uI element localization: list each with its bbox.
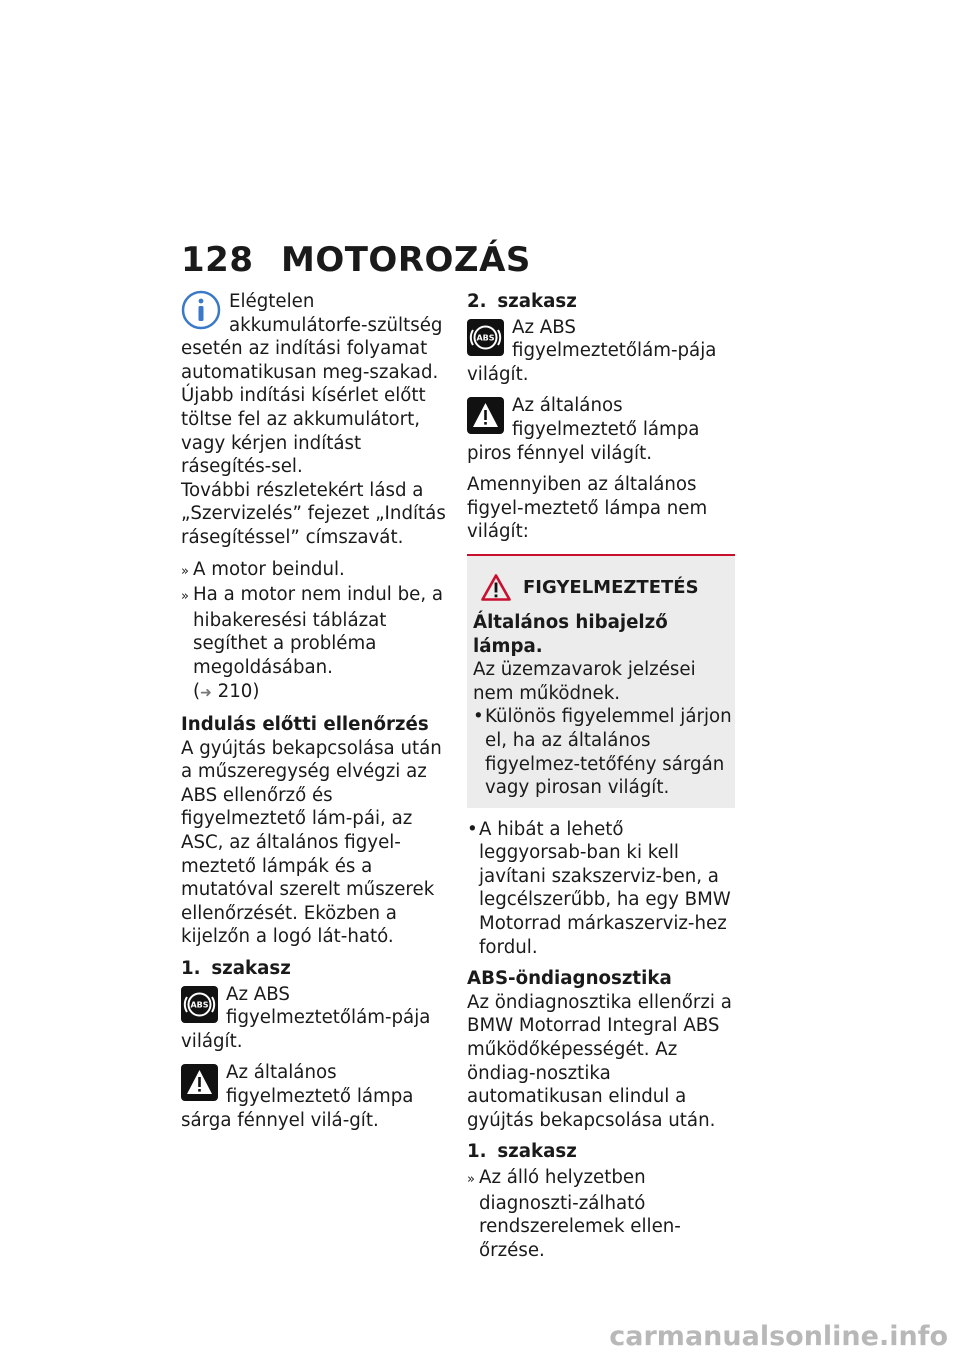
general-lamp-row	[467, 394, 735, 465]
info-icon	[181, 290, 221, 330]
list-item: » A motor beindul.	[181, 558, 345, 580]
info-note	[181, 290, 449, 479]
list-item: •A hibát a lehető leggyorsab-ban ki kell javítani szakszerviz-ben, a legcélszerűbb, ha egy BMW Motorrad márkaszerviz-hez fordul.	[467, 818, 731, 958]
self-diag-text: Az öndiagnosztika ellenőrzi a BMW Motorrad Integral ABS működőképességét. Az öndiag-nosztika automatikusan elindul a gyújtás bekapcsolása után.	[467, 991, 732, 1131]
pre-check-heading: Indulás előtti ellenőrzés	[181, 714, 429, 736]
abs-warning-icon	[181, 986, 218, 1023]
abs-lamp-row	[467, 316, 735, 387]
warning-bold: Általános hibajelző lámpa.	[473, 611, 668, 657]
diag-list	[467, 1166, 735, 1262]
repair-bullets	[467, 818, 735, 960]
svg-text:ABS: ABS	[476, 333, 495, 343]
if-not-text: Amennyiben az általános figyel-meztető lámpa nem világít:	[467, 474, 708, 543]
page-number: 128	[181, 240, 254, 280]
warning-bullets	[473, 705, 733, 799]
watermark: carmanualsonline.info	[609, 1321, 948, 1352]
abs-lamp-text: Az ABS figyelmeztetőlám-pája világít.	[181, 983, 431, 1052]
stage-heading: 1. szakasz	[467, 1141, 577, 1163]
warning-header	[473, 574, 733, 601]
general-warning-icon	[467, 397, 504, 434]
right-column	[467, 290, 735, 1270]
abs-lamp-text: Az ABS figyelmeztetőlám-pája világít.	[467, 316, 717, 385]
general-warning-icon	[181, 1064, 218, 1101]
abs-lamp-row	[181, 983, 449, 1054]
result-list	[181, 558, 449, 706]
pre-check-text: A gyújtás bekapcsolása után a műszeregység elvégzi az ABS ellenőrző és figyelmeztető lám-pái, az ASC, az általános figyel-meztető lámpák és a mutatóval szerelt műszerek ellenőrzését. Eközben a kijelzőn a logó lát-ható.	[181, 737, 442, 948]
general-lamp-row	[181, 1061, 449, 1132]
info-note-text: Elégtelen akkumulátorfe-szültség esetén az indítási folyamat automatikusan meg-szakad. Újabb indítási kísérlet előtt töltse fel az akkumulátort, vagy kérjen indítást rásegítés-sel.	[181, 291, 443, 478]
reference-arrow-icon: ➜	[200, 684, 212, 701]
warning-text: Az üzemzavarok jelzései nem működnek.	[473, 659, 696, 704]
stage-heading: 1. szakasz	[181, 958, 291, 980]
list-item: » Ha a motor nem indul be, a hibakeresési táblázat segíthet a probléma megoldásában.	[181, 584, 444, 678]
stage-heading: 2. szakasz	[467, 291, 577, 312]
list-item: » Az álló helyzetben diagnoszti-zálható rendszerelemek ellen-őrzése.	[467, 1167, 681, 1261]
svg-text:ABS: ABS	[190, 1000, 209, 1010]
chapter-title: MOTOROZÁS	[281, 240, 531, 280]
left-column	[181, 290, 449, 1140]
abs-warning-icon	[467, 319, 504, 356]
general-lamp-text: Az általános figyelmeztető lámpa sárga fénnyel vilá-gít.	[181, 1062, 414, 1131]
page-header	[181, 240, 531, 280]
warning-box	[467, 554, 735, 808]
general-lamp-text: Az általános figyelmeztető lámpa piros fénnyel világít.	[467, 395, 700, 464]
page-reference[interactable]: (➜ 210)	[193, 680, 260, 702]
self-diag-heading: ABS-öndiagnosztika	[467, 968, 672, 990]
more-info-text: További részletekért lásd a „Szervizelés” fejezet „Indítás rásegítéssel” címszavát.	[181, 479, 446, 548]
warning-triangle-icon	[481, 574, 511, 601]
list-item: •Különös figyelemmel járjon el, ha az általános figyelmez-tetőfény sárgán vagy pirosan világít.	[473, 706, 732, 799]
warning-title: FIGYELMEZTETÉS	[523, 576, 699, 598]
